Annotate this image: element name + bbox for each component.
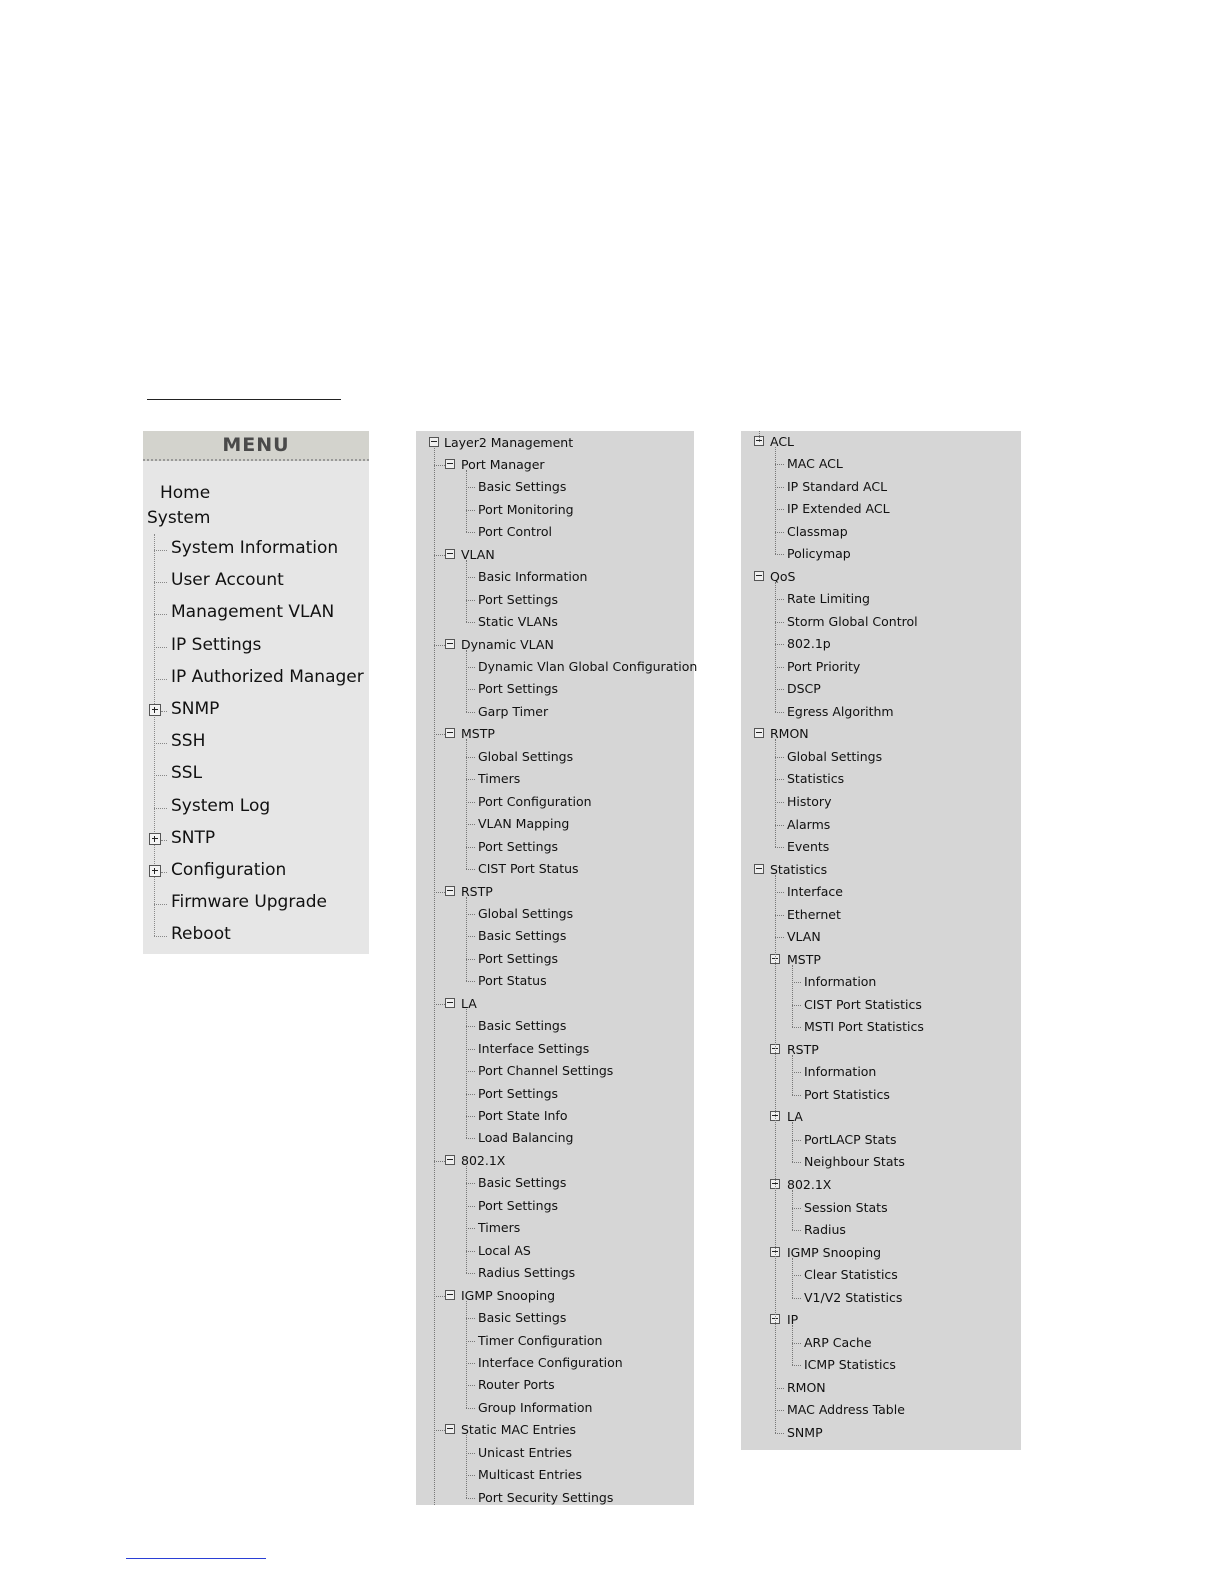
tree-connector <box>775 644 784 645</box>
tree-connector <box>466 712 475 713</box>
tree-connector <box>466 1408 475 1409</box>
tree-leaf-static-vlans[interactable]: Static VLANs <box>478 614 558 630</box>
menu-header: MENU <box>143 431 369 461</box>
tree-line <box>466 470 467 532</box>
collapse-minus-icon[interactable] <box>445 1290 455 1300</box>
tree-connector <box>775 1410 784 1411</box>
collapse-minus-icon[interactable] <box>445 459 455 469</box>
tree-connector <box>434 1296 445 1297</box>
tree-leaf-msti-port-statistics[interactable]: MSTI Port Statistics <box>804 1019 924 1035</box>
tree-leaf-basic-information[interactable]: Basic Information <box>478 569 588 585</box>
tree-leaf-port-settings[interactable]: Port Settings <box>478 681 559 697</box>
collapse-minus-icon[interactable] <box>445 998 455 1008</box>
collapse-minus-icon[interactable] <box>429 437 439 447</box>
tree-connector <box>466 577 475 578</box>
tree-leaf-arp-cache[interactable]: ARP Cache <box>804 1334 872 1350</box>
tree-leaf-global-settings[interactable]: Global Settings <box>478 748 574 764</box>
tree-connector <box>466 1273 475 1274</box>
tree-leaf-multicast-entries[interactable]: Multicast Entries <box>478 1467 583 1483</box>
tree-leaf-ip-standard-acl[interactable]: IP Standard ACL <box>787 478 888 494</box>
tree-connector <box>466 757 475 758</box>
tree-connector <box>154 550 167 551</box>
tree-connector <box>434 465 445 466</box>
tree-line <box>434 448 435 1506</box>
tree-connector <box>466 869 475 870</box>
tree-connector <box>792 1365 801 1366</box>
tree-leaf-radius[interactable]: Radius <box>804 1222 846 1238</box>
menu-item-system-log[interactable] <box>143 794 369 822</box>
collapse-minus-icon[interactable] <box>445 639 455 649</box>
tree-leaf-portlacp-stats[interactable]: PortLACP Stats <box>804 1131 897 1147</box>
tree-leaf-port-statistics[interactable]: Port Statistics <box>804 1086 890 1102</box>
tree-line <box>466 650 467 712</box>
tree-line <box>792 1325 793 1365</box>
tree-connector <box>434 645 445 646</box>
menu-item-label: SNTP <box>171 827 216 848</box>
tree-leaf-basic-settings[interactable]: Basic Settings <box>478 1018 567 1034</box>
tree-connector <box>466 802 475 803</box>
tree-group-port-manager[interactable]: Port Manager <box>461 456 545 472</box>
tree-connector <box>775 667 784 668</box>
tree-leaf-information[interactable]: Information <box>804 974 877 990</box>
tree-connector <box>466 824 475 825</box>
tree-connector <box>466 667 475 668</box>
tree-leaf-port-settings[interactable]: Port Settings <box>478 838 559 854</box>
tree-connector <box>466 689 475 690</box>
tree-connector <box>466 1206 475 1207</box>
tree-connector <box>466 1453 475 1454</box>
tree-leaf-port-settings[interactable]: Port Settings <box>478 1085 559 1101</box>
tree-leaf-timers[interactable]: Timers <box>478 1220 521 1236</box>
menu-item-label: IP Settings <box>171 634 262 655</box>
tree-root-layer2-management[interactable]: Layer2 Management <box>444 434 574 450</box>
menu-item-reboot[interactable] <box>143 922 369 950</box>
menu-item-ssl[interactable] <box>143 761 369 789</box>
tree-line <box>792 965 793 1028</box>
tree-leaf-mac-address-table[interactable]: MAC Address Table <box>787 1402 905 1418</box>
tree-leaf-basic-settings[interactable]: Basic Settings <box>478 1310 567 1326</box>
tree-connector <box>466 1341 475 1342</box>
collapse-minus-icon[interactable] <box>754 864 764 874</box>
tree-section-acl[interactable]: ACL <box>770 433 795 449</box>
tree-connector <box>154 614 167 615</box>
tree-connector <box>792 1027 801 1028</box>
tree-connector <box>775 487 784 488</box>
statistics-tree-panel <box>741 431 1021 1450</box>
collapse-minus-icon[interactable] <box>754 728 764 738</box>
menu-item-configuration[interactable] <box>143 858 369 886</box>
tree-connector <box>466 1385 475 1386</box>
layer2-tree-panel <box>416 431 698 1505</box>
menu-item-label: Configuration <box>171 860 287 880</box>
tree-connector <box>466 1116 475 1117</box>
menu-item-label: SNMP <box>171 699 220 719</box>
menu-item-label: Firmware Upgrade <box>171 892 327 913</box>
menu-item-label: SSH <box>171 731 206 752</box>
tree-leaf-information[interactable]: Information <box>804 1064 877 1080</box>
tree-connector <box>775 509 784 510</box>
tree-leaf-cist-port-status[interactable]: CIST Port Status <box>478 861 579 877</box>
tree-leaf-port-settings[interactable]: Port Settings <box>478 950 559 966</box>
tree-connector <box>466 981 475 982</box>
tree-group-la[interactable]: LA <box>787 1109 803 1125</box>
tree-section-qos[interactable]: QoS <box>770 568 796 584</box>
menu-item-home[interactable]: Home <box>160 483 211 503</box>
tree-section-rmon[interactable]: RMON <box>770 726 809 742</box>
tree-connector <box>466 1498 475 1499</box>
tree-connector <box>154 904 167 905</box>
menu-item-label: System Log <box>171 795 271 816</box>
tree-leaf-group-information[interactable]: Group Information <box>478 1399 593 1415</box>
tree-leaf-interface[interactable]: Interface <box>787 884 843 900</box>
tree-connector <box>775 689 784 690</box>
tree-connector <box>775 779 784 780</box>
tree-connector <box>775 1388 784 1389</box>
tree-leaf-alarms[interactable]: Alarms <box>787 816 831 832</box>
tree-leaf-session-stats[interactable]: Session Stats <box>804 1199 888 1215</box>
tree-leaf-rmon[interactable]: RMON <box>787 1379 826 1395</box>
tree-connector <box>434 1430 445 1431</box>
tree-connector <box>434 555 445 556</box>
tree-leaf-vlan[interactable]: VLAN <box>787 929 821 945</box>
tree-leaf-statistics[interactable]: Statistics <box>787 771 845 787</box>
menu-item-firmware-upgrade[interactable] <box>143 890 369 918</box>
tree-connector <box>466 1094 475 1095</box>
tree-leaf-radius-settings[interactable]: Radius Settings <box>478 1265 576 1281</box>
tree-section-statistics[interactable]: Statistics <box>770 861 828 877</box>
tree-leaf-snmp[interactable]: SNMP <box>787 1424 823 1440</box>
tree-connector <box>466 1183 475 1184</box>
tree-connector <box>792 982 801 983</box>
tree-line <box>466 1166 467 1273</box>
menu-item-system-information[interactable] <box>143 536 369 564</box>
tree-connector <box>792 1298 801 1299</box>
tree-connector <box>792 1140 801 1141</box>
tree-connector <box>466 1138 475 1139</box>
tree-leaf-rate-limiting[interactable]: Rate Limiting <box>787 591 870 607</box>
tree-connector <box>434 734 445 735</box>
tree-leaf-port-channel-settings[interactable]: Port Channel Settings <box>478 1063 614 1079</box>
tree-group-802-1x[interactable]: 802.1X <box>461 1152 506 1168</box>
menu-item-label: Reboot <box>171 924 231 945</box>
tree-connector <box>775 532 784 533</box>
expand-plus-icon[interactable] <box>149 865 161 877</box>
tree-leaf-basic-settings[interactable]: Basic Settings <box>478 479 567 495</box>
menu-item-ssh[interactable] <box>143 729 369 757</box>
tree-connector <box>466 1475 475 1476</box>
tree-line <box>466 1435 467 1497</box>
tree-leaf-garp-timer[interactable]: Garp Timer <box>478 703 549 719</box>
tree-connector <box>434 1004 445 1005</box>
tree-connector <box>775 554 784 555</box>
tree-leaf-clear-statistics[interactable]: Clear Statistics <box>804 1267 898 1283</box>
tree-line <box>775 447 776 555</box>
tree-connector <box>466 510 475 511</box>
tree-connector <box>154 582 167 583</box>
tree-group-igmp-snooping[interactable]: IGMP Snooping <box>787 1244 882 1260</box>
tree-connector <box>154 808 167 809</box>
tree-connector <box>775 915 784 916</box>
tree-line <box>466 560 467 622</box>
tree-connector <box>792 1275 801 1276</box>
tree-leaf-ethernet[interactable]: Ethernet <box>787 906 841 922</box>
tree-connector <box>434 1161 445 1162</box>
tree-connector <box>792 1208 801 1209</box>
tree-connector <box>775 1433 784 1434</box>
tree-leaf-router-ports[interactable]: Router Ports <box>478 1377 555 1393</box>
tree-leaf-local-as[interactable]: Local AS <box>478 1242 531 1258</box>
tree-leaf-cist-port-statistics[interactable]: CIST Port Statistics <box>804 996 922 1012</box>
tree-group-ip[interactable]: IP <box>787 1312 799 1328</box>
collapse-minus-icon[interactable] <box>445 1155 455 1165</box>
tree-group-static-mac-entries[interactable]: Static MAC Entries <box>461 1422 577 1438</box>
tree-leaf-policymap[interactable]: Policymap <box>787 546 851 562</box>
collapse-minus-icon[interactable] <box>445 728 455 738</box>
tree-connector <box>466 1228 475 1229</box>
tree-line <box>792 1190 793 1230</box>
tree-leaf-load-balancing[interactable]: Load Balancing <box>478 1130 574 1146</box>
tree-line <box>792 1055 793 1095</box>
tree-leaf-port-settings[interactable]: Port Settings <box>478 1197 559 1213</box>
menu-item-sntp[interactable] <box>143 826 369 854</box>
menu-item-label: SSL <box>171 763 203 784</box>
tree-leaf-basic-settings[interactable]: Basic Settings <box>478 1175 567 1191</box>
tree-connector <box>775 802 784 803</box>
tree-line <box>792 1122 793 1162</box>
tree-connector <box>792 1230 801 1231</box>
tree-leaf-neighbour-stats[interactable]: Neighbour Stats <box>804 1154 905 1170</box>
tree-connector <box>775 599 784 600</box>
tree-leaf-port-control[interactable]: Port Control <box>478 524 552 540</box>
tree-connector <box>161 872 167 873</box>
tree-connector <box>154 647 167 648</box>
tree-group-vlan[interactable]: VLAN <box>461 546 495 562</box>
tree-group-mstp[interactable]: MSTP <box>787 951 821 967</box>
tree-leaf-v1-v2-statistics[interactable]: V1/V2 Statistics <box>804 1289 903 1305</box>
tree-connector <box>154 679 167 680</box>
tree-connector <box>775 847 784 848</box>
tree-connector <box>466 936 475 937</box>
tree-connector <box>775 712 784 713</box>
tree-leaf-egress-algorithm[interactable]: Egress Algorithm <box>787 703 894 719</box>
tree-connector <box>792 1072 801 1073</box>
tree-leaf-storm-global-control[interactable]: Storm Global Control <box>787 613 918 629</box>
collapse-minus-icon[interactable] <box>445 1424 455 1434</box>
tree-leaf-port-state-info[interactable]: Port State Info <box>478 1108 568 1123</box>
menu-item-user-account[interactable] <box>143 568 369 596</box>
tree-connector <box>466 847 475 848</box>
tree-line <box>466 739 467 869</box>
menu-item-label: User Account <box>171 570 284 591</box>
tree-group-igmp-snooping[interactable]: IGMP Snooping <box>461 1287 556 1303</box>
tree-leaf-timers[interactable]: Timers <box>478 771 521 787</box>
tree-leaf-mac-acl[interactable]: MAC ACL <box>787 456 843 472</box>
tree-line <box>466 897 467 982</box>
tree-leaf-global-settings[interactable]: Global Settings <box>787 748 883 764</box>
tree-line <box>775 739 776 847</box>
tree-connector <box>466 622 475 623</box>
menu-item-snmp[interactable] <box>143 697 369 725</box>
tree-connector <box>466 1318 475 1319</box>
menu-item-management-vlan[interactable] <box>143 600 369 628</box>
tree-connector <box>466 959 475 960</box>
tree-connector <box>466 779 475 780</box>
menu-item-ip-authorized-manager[interactable] <box>143 665 369 693</box>
tree-leaf-dscp[interactable]: DSCP <box>787 681 821 697</box>
tree-leaf-events[interactable]: Events <box>787 839 830 855</box>
tree-leaf-global-settings[interactable]: Global Settings <box>478 905 574 921</box>
tree-connector <box>161 711 167 712</box>
menu-item-ip-settings[interactable] <box>143 633 369 661</box>
tree-leaf-timer-configuration[interactable]: Timer Configuration <box>478 1332 603 1348</box>
tree-connector <box>792 1095 801 1096</box>
menu-panel <box>143 431 369 954</box>
tree-leaf-802-1p[interactable]: 802.1p <box>787 636 831 652</box>
tree-connector <box>466 1049 475 1050</box>
tree-line <box>775 875 776 1433</box>
tree-line <box>466 1301 467 1408</box>
tree-connector <box>775 622 784 623</box>
top-rule <box>147 399 341 400</box>
menu-item-label: IP Authorized Manager <box>171 666 364 687</box>
expand-plus-icon[interactable] <box>149 704 161 716</box>
tree-connector <box>466 1363 475 1364</box>
tree-connector <box>792 1343 801 1344</box>
tree-connector <box>775 757 784 758</box>
tree-connector <box>792 1005 801 1006</box>
tree-leaf-port-monitoring[interactable]: Port Monitoring <box>478 501 574 517</box>
tree-connector <box>161 840 167 841</box>
tree-group-802-1x[interactable]: 802.1X <box>787 1176 832 1192</box>
tree-leaf-port-priority[interactable]: Port Priority <box>787 658 861 674</box>
menu-item-label: Management VLAN <box>171 602 335 623</box>
tree-connector <box>466 914 475 915</box>
tree-connector <box>154 775 167 776</box>
tree-connector <box>792 1162 801 1163</box>
tree-line <box>775 582 776 712</box>
tree-line <box>466 1009 467 1139</box>
tree-leaf-basic-settings[interactable]: Basic Settings <box>478 928 567 944</box>
tree-leaf-history[interactable]: History <box>787 793 832 809</box>
tree-connector <box>775 825 784 826</box>
tree-leaf-vlan-mapping[interactable]: VLAN Mapping <box>478 816 570 832</box>
tree-leaf-interface-configuration[interactable]: Interface Configuration <box>478 1354 623 1370</box>
tree-connector <box>775 464 784 465</box>
tree-connector <box>154 743 167 744</box>
tree-leaf-ip-extended-acl[interactable]: IP Extended ACL <box>787 501 890 517</box>
tree-leaf-icmp-statistics[interactable]: ICMP Statistics <box>804 1357 896 1373</box>
tree-leaf-classmap[interactable]: Classmap <box>787 523 848 539</box>
tree-group-rstp[interactable]: RSTP <box>461 883 493 899</box>
collapse-minus-icon[interactable] <box>445 886 455 896</box>
tree-connector <box>466 532 475 533</box>
tree-leaf-port-security-settings[interactable]: Port Security Settings <box>478 1489 614 1505</box>
tree-connector <box>775 937 784 938</box>
tree-line <box>792 1258 793 1298</box>
tree-leaf-port-status[interactable]: Port Status <box>478 973 547 989</box>
tree-group-mstp[interactable]: MSTP <box>461 726 495 742</box>
tree-connector <box>466 1251 475 1252</box>
tree-leaf-port-configuration[interactable]: Port Configuration <box>478 793 592 809</box>
menu-item-label: System Information <box>171 538 339 558</box>
collapse-minus-icon[interactable] <box>445 549 455 559</box>
tree-connector <box>466 487 475 488</box>
tree-group-la[interactable]: LA <box>461 995 477 1011</box>
tree-connector <box>466 1026 475 1027</box>
tree-connector <box>154 936 167 937</box>
tree-leaf-interface-settings[interactable]: Interface Settings <box>478 1040 590 1056</box>
expand-plus-icon[interactable] <box>149 833 161 845</box>
tree-leaf-dynamic-vlan-global-configuration[interactable]: Dynamic Vlan Global Configuration <box>478 659 698 674</box>
tree-group-dynamic-vlan[interactable]: Dynamic VLAN <box>461 636 554 652</box>
tree-line <box>759 431 760 442</box>
collapse-minus-icon[interactable] <box>754 571 764 581</box>
tree-connector <box>434 892 445 893</box>
bottom-rule <box>126 1558 266 1559</box>
tree-leaf-port-settings[interactable]: Port Settings <box>478 591 559 607</box>
menu-item-system[interactable]: System <box>147 508 211 528</box>
tree-connector <box>466 1071 475 1072</box>
tree-leaf-unicast-entries[interactable]: Unicast Entries <box>478 1444 573 1460</box>
tree-group-rstp[interactable]: RSTP <box>787 1041 819 1057</box>
tree-connector <box>466 600 475 601</box>
tree-connector <box>775 892 784 893</box>
